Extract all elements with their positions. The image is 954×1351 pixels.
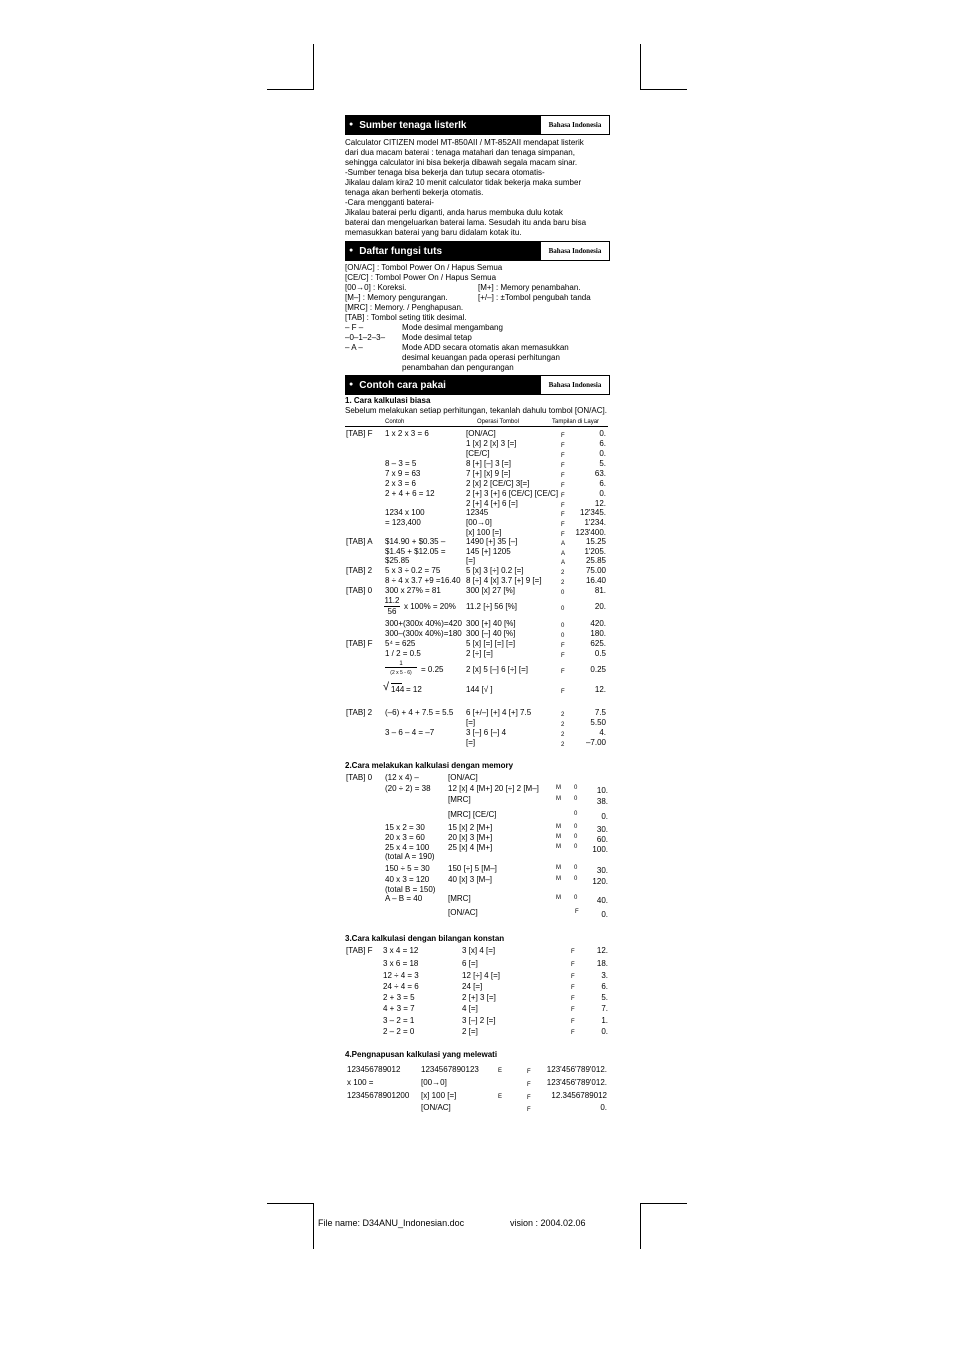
example: 150 ÷ 5 = 30 — [385, 864, 430, 873]
tab-setting: [TAB] F — [346, 639, 373, 648]
display-mode: 2 — [561, 742, 565, 748]
display-mode: 2 — [561, 722, 565, 728]
key-operation: 145 [+] 1205 — [466, 547, 511, 556]
display-mode: 2 — [561, 712, 565, 718]
language-tag: Bahasa Indonesia — [540, 241, 610, 261]
display-mode: A — [561, 541, 566, 547]
display-value: 38. — [596, 797, 608, 806]
key-operation: 1 [x] 2 [x] 3 [=] — [466, 439, 517, 448]
key-operation: 300 [+] 40 [%] — [466, 619, 516, 628]
display-value: 0. — [600, 1103, 607, 1112]
example: 300+(300x 40%)=420 — [385, 619, 462, 628]
section-title: Daftar fungsi tuts — [359, 246, 443, 257]
display-mode: 0 — [574, 895, 578, 901]
key-operation: [MRC] [CE/C] — [448, 810, 497, 819]
example: A – B = 40 — [385, 894, 423, 903]
display-value: 0.25 — [590, 665, 606, 674]
example: 8 – 3 = 5 — [385, 459, 417, 468]
key-operation: [ON/AC] — [448, 773, 478, 782]
key-operation: 300 [–] 40 [%] — [466, 629, 516, 638]
display-mode: F — [561, 669, 565, 675]
display-value: 120. — [592, 877, 608, 886]
key-operation: 1234567890123 — [421, 1065, 479, 1074]
example: (20 ÷ 2) = 38 — [385, 784, 431, 793]
key-operation: 2 [+] 3 [+] 6 [CE/C] [CE/C] — [466, 489, 559, 498]
display-value: 12. — [594, 685, 606, 694]
display-mode: F — [561, 512, 565, 518]
key-m-minus: [M–] : Memory pengurangan. — [345, 293, 448, 302]
display-mode: 0 — [574, 796, 578, 802]
display-mode: 0 — [561, 623, 565, 629]
display-value: 7. — [601, 1004, 608, 1013]
display-value: 12. — [596, 946, 608, 955]
col-header-example: Contoh — [385, 419, 405, 425]
example: (total B = 150) — [385, 885, 436, 894]
fraction-numerator: 1 — [399, 661, 403, 667]
display-value: 63. — [594, 469, 606, 478]
display-value: 123'456'789'012. — [546, 1078, 607, 1087]
key-operation: 25 [x] 4 [M+] — [448, 843, 493, 852]
display-value: 5. — [599, 459, 606, 468]
display-mode: F — [571, 974, 575, 980]
example: 300–(300x 40%)=180 — [385, 629, 462, 638]
example: = 0.25 — [421, 665, 444, 674]
example: $25.85 — [385, 556, 410, 565]
footer-filename: File name: D34ANU_Indonesian.doc — [318, 1218, 465, 1228]
mode-a-desc: penambahan dan pengurangan — [402, 363, 514, 372]
sqrt-bar — [391, 683, 402, 684]
fraction-denominator: 56 — [387, 607, 397, 616]
tab-setting: [TAB] 0 — [346, 586, 373, 595]
key-operation: 5 [x] 3 [÷] 0.2 [=] — [466, 566, 524, 575]
display-mode: 0 — [574, 785, 578, 791]
example: 123456789012 — [347, 1065, 401, 1074]
key-operation: 8 [÷] 4 [x] 3.7 [+] 9 [=] — [466, 576, 542, 585]
mode-f-key: – F – — [345, 323, 364, 332]
display-value: 15.25 — [585, 537, 606, 546]
col-header-keys: Operasi Tombol — [477, 419, 519, 425]
display-value: 1'234. — [584, 518, 606, 527]
language-tag: Bahasa Indonesia — [540, 375, 610, 395]
display-mode: F — [561, 493, 565, 499]
display-value: 180. — [590, 629, 606, 638]
example: (–6) + 4 + 7.5 = 5.5 — [385, 708, 454, 717]
example: 15 x 2 = 30 — [385, 823, 425, 832]
key-operation: 2 [÷] [=] — [466, 649, 493, 658]
display-mode: 0 — [574, 824, 578, 830]
display-mode: 0 — [561, 606, 565, 612]
display-value: 6. — [601, 982, 608, 991]
display-mode: F — [561, 653, 565, 659]
key-operation: 300 [x] 27 [%] — [466, 586, 515, 595]
key-ce-c: [CE/C] : Tombol Power On / Hapus Semua — [345, 273, 497, 282]
display-value: 1. — [601, 1016, 608, 1025]
example: = 123,400 — [385, 518, 421, 527]
example: 20 x 3 = 60 — [385, 833, 425, 842]
tab-setting: [TAB] F — [346, 946, 373, 955]
key-operation: 150 [÷] 5 [M–] — [448, 864, 497, 873]
key-operation: 6 [=] — [462, 959, 478, 968]
display-mode: F — [527, 1107, 531, 1113]
key-00-0: [00→0] : Koreksi. — [345, 283, 407, 292]
example: 5⁴ = 625 — [385, 639, 416, 648]
mode-a-desc: desimal keuangan pada operasi perhitungan — [402, 353, 560, 362]
example: 25 x 4 = 100 — [385, 843, 430, 852]
subheading-constant: 3.Cara kalkulasi dengan bilangan konstan — [345, 934, 505, 943]
display-mode: 2 — [561, 570, 565, 576]
subheading-basic: 1. Cara kalkulasi biasa — [345, 396, 431, 405]
display-value: 25.85 — [585, 556, 606, 565]
key-operation: 40 [x] 3 [M–] — [448, 875, 493, 884]
sqrt-value: 144 — [391, 685, 405, 694]
display-mode: F — [561, 453, 565, 459]
example: 1234 x 100 — [385, 508, 425, 517]
example: 5 x 3 ÷ 0.2 = 75 — [385, 566, 441, 575]
display-mode: 0 — [574, 811, 578, 817]
key-operation: [MRC] — [448, 894, 471, 903]
key-operation: 2 [=] — [462, 1027, 478, 1036]
key-operation: 2 [+] 4 [+] 6 [=] — [466, 499, 518, 508]
display-value: 16.40 — [585, 576, 606, 585]
memory-indicator: M — [556, 796, 561, 802]
display-value: 0. — [599, 449, 606, 458]
display-value: 7.5 — [594, 708, 606, 717]
display-value: 12. — [594, 499, 606, 508]
example: x 100 = — [347, 1078, 374, 1087]
display-mode: F — [561, 433, 565, 439]
key-operation: 6 [+/–] [+] 4 [+] 7.5 — [466, 708, 532, 717]
key-operation: [00→0] — [421, 1078, 447, 1087]
example: 3 x 4 = 12 — [383, 946, 419, 955]
display-value: 100. — [592, 845, 608, 854]
key-operation: [x] 100 [=] — [421, 1091, 457, 1100]
key-mrc: [MRC] : Memory. / Penghapusan. — [345, 303, 464, 312]
display-value: 12.3456789012 — [551, 1091, 607, 1100]
memory-indicator: M — [556, 824, 561, 830]
display-mode: F — [571, 949, 575, 955]
memory-indicator: M — [556, 834, 561, 840]
section-title: Sumber tenaga listerIk — [359, 120, 467, 131]
example: 3 – 6 – 4 = –7 — [385, 728, 435, 737]
key-operation: 3 [–] 2 [=] — [462, 1016, 496, 1025]
example: x 100% = 20% — [404, 602, 456, 611]
example: 3 – 2 = 1 — [383, 1016, 415, 1025]
key-operation: 2 [x] 2 [CE/C] 3[=] — [466, 479, 530, 488]
example: 300 x 27% = 81 — [385, 586, 441, 595]
mode-f-desc: Mode desimal mengambang — [402, 323, 503, 332]
key-operation: [ON/AC] — [421, 1103, 451, 1112]
key-operation: 12345 — [466, 508, 489, 517]
footer-version: vision : 2004.02.06 — [510, 1218, 586, 1228]
key-plus-minus: [+/–] : ±Tombol pengubah tanda — [478, 293, 591, 302]
display-mode: F — [561, 463, 565, 469]
memory-indicator: M — [556, 844, 561, 850]
example: 24 ÷ 4 = 6 — [383, 982, 419, 991]
display-mode: F — [527, 1095, 531, 1101]
display-value: 20. — [594, 602, 606, 611]
sqrt-icon: √ — [383, 681, 390, 693]
fraction-numerator: 11.2 — [384, 596, 400, 605]
bullet-icon: ● — [349, 121, 354, 128]
error-indicator: E — [498, 1094, 503, 1100]
display-mode: 0 — [574, 865, 578, 871]
key-operation: 2 [+] 3 [=] — [462, 993, 496, 1002]
display-value: 0. — [601, 812, 608, 821]
display-mode: F — [527, 1082, 531, 1088]
section-title: Contoh cara pakai — [359, 380, 446, 391]
key-operation: 11.2 [÷] 56 [%] — [466, 602, 517, 611]
memory-indicator: M — [556, 895, 561, 901]
key-operation: [MRC] — [448, 795, 471, 804]
example: 40 x 3 = 120 — [385, 875, 430, 884]
display-mode: A — [561, 560, 566, 566]
example: 2 x 3 = 6 — [385, 479, 416, 488]
key-m-plus: [M+] : Memory penambahan. — [478, 283, 581, 292]
display-value: 81. — [594, 586, 606, 595]
power-source-text: Calculator CITIZEN model MT-850AII / MT-852AII mendapat listerik dari dua macam baterai : tenaga matahari dan tenaga simpanan, sehingga calculator ini bisa bekerja dibawah segala macam sinar. -Sumber tenaga bisa bekerja dan tutup secara otomatis- Jikalau dalam kira2 10 menit calculator tidak bekerja maka sumber tenaga akan berhenti bekerja otomatis. -Cara mengganti baterai- Jikalau baterai perlu diganti, anda harus membuka dulu kotak baterai dan mengeluarkan baterai lama. Sesudah itu anda baru bisa memasukkan baterai yang baru didalam kotak itu. — [345, 138, 587, 237]
key-operation: 24 [=] — [462, 982, 483, 991]
display-mode: 0 — [561, 590, 565, 596]
display-mode: F — [561, 532, 565, 538]
example: $1.45 + $12.05 = — [385, 547, 446, 556]
display-value: 1'205. — [584, 547, 606, 556]
display-value: 0. — [599, 489, 606, 498]
key-operation: 8 [+] [–] 3 [=] — [466, 459, 511, 468]
key-operation: [ON/AC] — [466, 429, 496, 438]
display-value: 123'400. — [575, 528, 606, 537]
display-value: 4. — [599, 728, 606, 737]
key-operation: 3 [x] 4 [=] — [462, 946, 496, 955]
example: 2 – 2 = 0 — [383, 1027, 415, 1036]
display-value: 40. — [596, 896, 608, 905]
display-value: 6. — [599, 439, 606, 448]
key-operation: [=] — [466, 556, 476, 565]
display-mode: F — [527, 1069, 531, 1075]
display-mode: F — [571, 1007, 575, 1013]
display-value: 625. — [590, 639, 606, 648]
language-tag: Bahasa Indonesia — [540, 115, 610, 135]
tab-setting: [TAB] 2 — [346, 566, 373, 575]
example: 2 + 3 = 5 — [383, 993, 415, 1002]
mode-a-desc: Mode ADD secara otomatis akan memasukkan — [402, 343, 569, 352]
display-mode: 0 — [574, 844, 578, 850]
key-on-ac: [ON/AC] : Tombol Power On / Hapus Semua — [345, 263, 503, 272]
display-mode: F — [571, 1019, 575, 1025]
example: (12 x 4) – — [385, 773, 419, 782]
display-mode: F — [571, 962, 575, 968]
display-mode: F — [571, 996, 575, 1002]
key-operation: [=] — [466, 738, 476, 747]
display-mode: 2 — [561, 580, 565, 586]
display-value: 30. — [596, 866, 608, 875]
divider — [345, 426, 608, 427]
key-operation: [CE/C] — [466, 449, 490, 458]
display-value: 0. — [599, 429, 606, 438]
key-operation: [00→0] — [466, 518, 492, 527]
example: 3 x 6 = 18 — [383, 959, 419, 968]
key-operation: [ON/AC] — [448, 908, 478, 917]
display-value: 3. — [601, 971, 608, 980]
display-mode: A — [561, 551, 566, 557]
key-operation: 5 [x] [=] [=] [=] — [466, 639, 516, 648]
example: 12345678901200 — [347, 1091, 410, 1100]
mode-a-key: – A – — [345, 343, 363, 352]
display-value: 0.5 — [594, 649, 606, 658]
key-operation: 12 [x] 4 [M+] 20 [÷] 2 [M–] — [448, 784, 539, 793]
key-operation: 20 [x] 3 [M+] — [448, 833, 493, 842]
display-value: 60. — [596, 835, 608, 844]
intro-text: Sebelum melakukan setiap perhitungan, tekanlah dahulu tombol [ON/AC]. — [345, 406, 607, 415]
key-operation: 144 [√ ] — [466, 685, 493, 694]
key-tab: [TAB] : Tombol seting titik desimal. — [345, 313, 467, 322]
fraction-denominator: (2 x 5 - 6) — [390, 670, 412, 676]
example: $14.90 + $0.35 – — [385, 537, 446, 546]
mode-n-key: –0–1–2–3– — [345, 333, 386, 342]
subheading-memory: 2.Cara melakukan kalkulasi dengan memory — [345, 761, 514, 770]
example: 8 ÷ 4 x 3.7 +9 =16.40 — [385, 576, 461, 585]
memory-indicator: M — [556, 876, 561, 882]
display-mode: F — [571, 985, 575, 991]
display-mode: F — [561, 503, 565, 509]
display-value: 420. — [590, 619, 606, 628]
tab-setting: [TAB] F — [346, 429, 373, 438]
tab-setting: [TAB] 2 — [346, 708, 373, 717]
display-mode: F — [561, 689, 565, 695]
display-value: 0. — [601, 910, 608, 919]
display-value: 30. — [596, 825, 608, 834]
bullet-icon: ● — [349, 247, 354, 254]
key-operation: 3 [–] 6 [–] 4 — [466, 728, 507, 737]
example: 12 ÷ 4 = 3 — [383, 971, 419, 980]
col-header-display: Tampilan di Layar — [552, 419, 600, 425]
key-operation: 7 [+] [x] 9 [=] — [466, 469, 511, 478]
display-value: 10. — [596, 786, 608, 795]
display-value: 18. — [596, 959, 608, 968]
display-mode: 0 — [574, 876, 578, 882]
key-operation: [x] 100 [=] — [466, 528, 502, 537]
display-value: 5. — [601, 993, 608, 1002]
example: 1 / 2 = 0.5 — [385, 649, 421, 658]
example: = 12 — [406, 685, 422, 694]
key-operation: 4 [=] — [462, 1004, 478, 1013]
display-value: –7.00 — [585, 738, 606, 747]
memory-indicator: M — [556, 785, 561, 791]
example: 2 + 4 + 6 = 12 — [385, 489, 435, 498]
key-operation: 15 [x] 2 [M+] — [448, 823, 493, 832]
tab-setting: [TAB] A — [346, 537, 373, 546]
display-value: 6. — [599, 479, 606, 488]
display-mode: F — [571, 1030, 575, 1036]
error-indicator: E — [498, 1068, 503, 1074]
key-operation: 1490 [+] 35 [–] — [466, 537, 518, 546]
bullet-icon: ● — [349, 381, 354, 388]
display-mode: F — [561, 443, 565, 449]
memory-indicator: M — [556, 865, 561, 871]
display-mode: F — [561, 483, 565, 489]
tab-setting: [TAB] 0 — [346, 773, 373, 782]
display-mode: F — [575, 909, 579, 915]
display-mode: F — [561, 473, 565, 479]
key-operation: [=] — [466, 718, 476, 727]
display-mode: F — [561, 522, 565, 528]
example: 7 x 9 = 63 — [385, 469, 421, 478]
display-value: 123'456'789'012. — [546, 1065, 607, 1074]
subheading-overflow: 4.Pengnapusan kalkulasi yang melewati — [345, 1050, 498, 1059]
example: 4 + 3 = 7 — [383, 1004, 415, 1013]
key-operation: 12 [÷] 4 [=] — [462, 971, 500, 980]
display-value: 12'345. — [580, 508, 606, 517]
key-operation: 2 [x] 5 [–] 6 [÷] [=] — [466, 665, 528, 674]
display-value: 0. — [601, 1027, 608, 1036]
display-mode: 2 — [561, 732, 565, 738]
display-mode: 0 — [561, 633, 565, 639]
mode-n-desc: Mode desimal tetap — [402, 333, 472, 342]
example: 1 x 2 x 3 = 6 — [385, 429, 429, 438]
display-value: 75.00 — [585, 566, 606, 575]
display-value: 5.50 — [590, 718, 606, 727]
display-mode: F — [561, 643, 565, 649]
example: (total A = 190) — [385, 852, 435, 861]
display-mode: 0 — [574, 834, 578, 840]
